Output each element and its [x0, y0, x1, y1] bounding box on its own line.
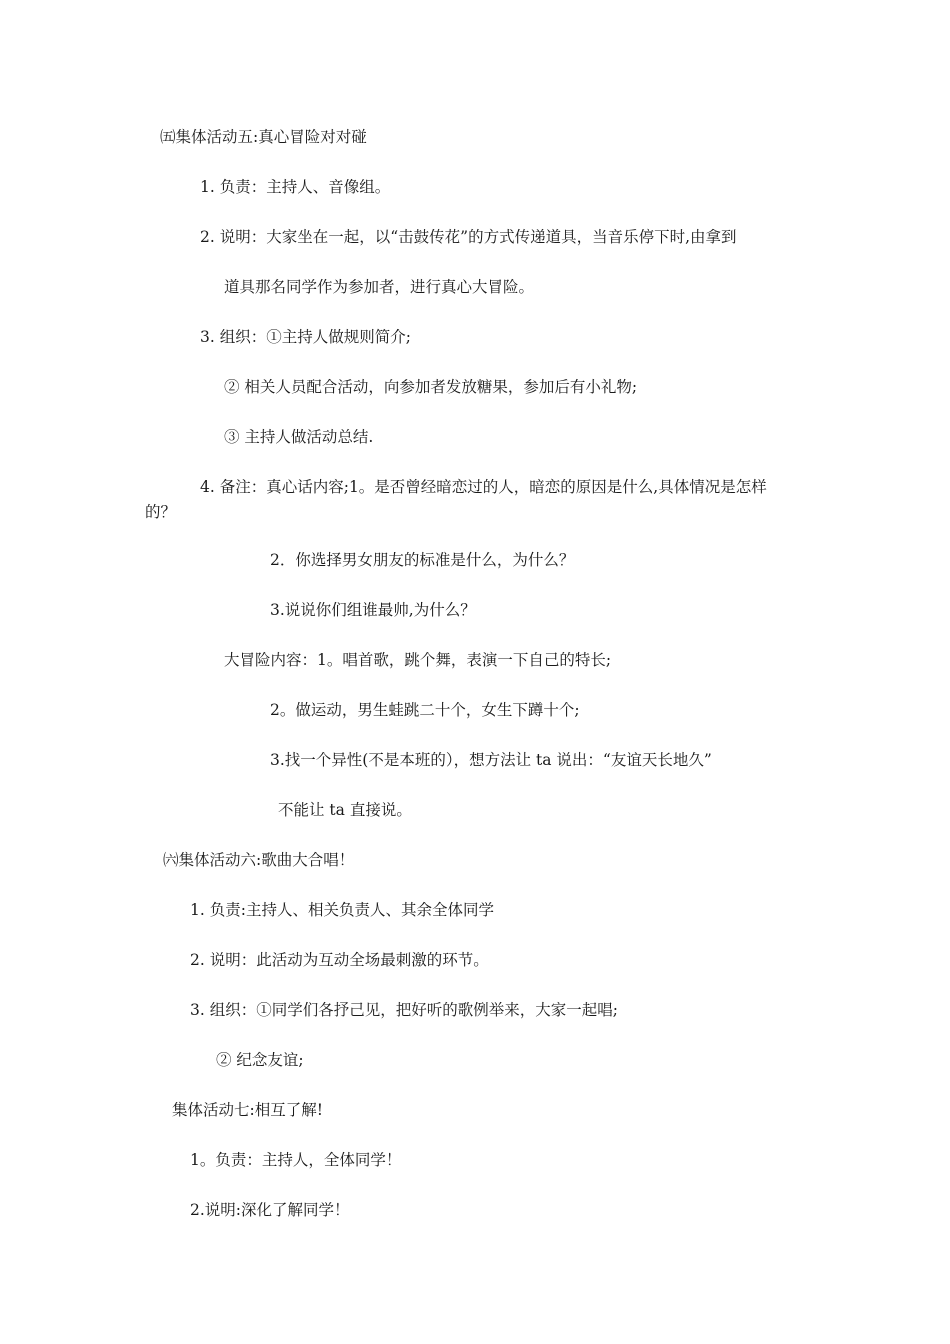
- section6-item3-sub2: ② 纪念友谊;: [216, 1051, 304, 1069]
- section7-item2: 2.说明:深化了解同学！: [190, 1201, 350, 1219]
- section6-heading: ㈥集体活动六:歌曲大合唱！: [163, 851, 355, 869]
- dare-item-2: 2。做运动，男生蛙跳二十个，女生下蹲十个;: [270, 701, 580, 719]
- section7-heading: 集体活动七:相互了解!: [172, 1101, 323, 1119]
- truth-question-2: 2．你选择男女朋友的标准是什么，为什么？: [270, 551, 575, 569]
- section5-item3-sub2: ② 相关人员配合活动，向参加者发放糖果，参加后有小礼物;: [224, 378, 638, 396]
- section5-heading: ㈤集体活动五:真心冒险对对碰: [160, 128, 367, 146]
- dare-item-3-cont: 不能让 ta 直接说。: [278, 801, 412, 819]
- dare-intro: 大冒险内容：1。唱首歌，跳个舞，表演一下自己的特长;: [224, 651, 612, 669]
- section5-item2-line2: 道具那名同学作为参加者，进行真心大冒险。: [224, 278, 535, 296]
- section6-item2: 2. 说明：此活动为互动全场最刺激的环节。: [190, 951, 489, 969]
- section6-item1: 1. 负责:主持人、相关负责人、其余全体同学: [190, 901, 494, 919]
- section5-item3-sub3: ③ 主持人做活动总结.: [224, 428, 374, 446]
- section7-item1: 1。负责：主持人，全体同学！: [190, 1151, 402, 1169]
- section5-item4-line2: 的？: [145, 503, 177, 521]
- truth-question-3: 3.说说你们组谁最帅,为什么？: [270, 601, 476, 619]
- section5-item4-line1: 4. 备注：真心话内容;1。是否曾经暗恋过的人，暗恋的原因是什么,具体情况是怎样: [200, 478, 767, 496]
- section5-item1: 1. 负责：主持人、音像组。: [200, 178, 391, 196]
- section6-item3: 3. 组织：①同学们各抒己见，把好听的歌例举来，大家一起唱;: [190, 1001, 618, 1019]
- dare-item-3: 3.找一个异性(不是本班的），想方法让 ta 说出：“友谊天长地久”: [270, 751, 712, 769]
- section5-item2-line1: 2. 说明：大家坐在一起，以“击鼓传花”的方式传递道具，当音乐停下时,由拿到: [200, 228, 737, 246]
- section5-item3: 3. 组织：①主持人做规则简介;: [200, 328, 411, 346]
